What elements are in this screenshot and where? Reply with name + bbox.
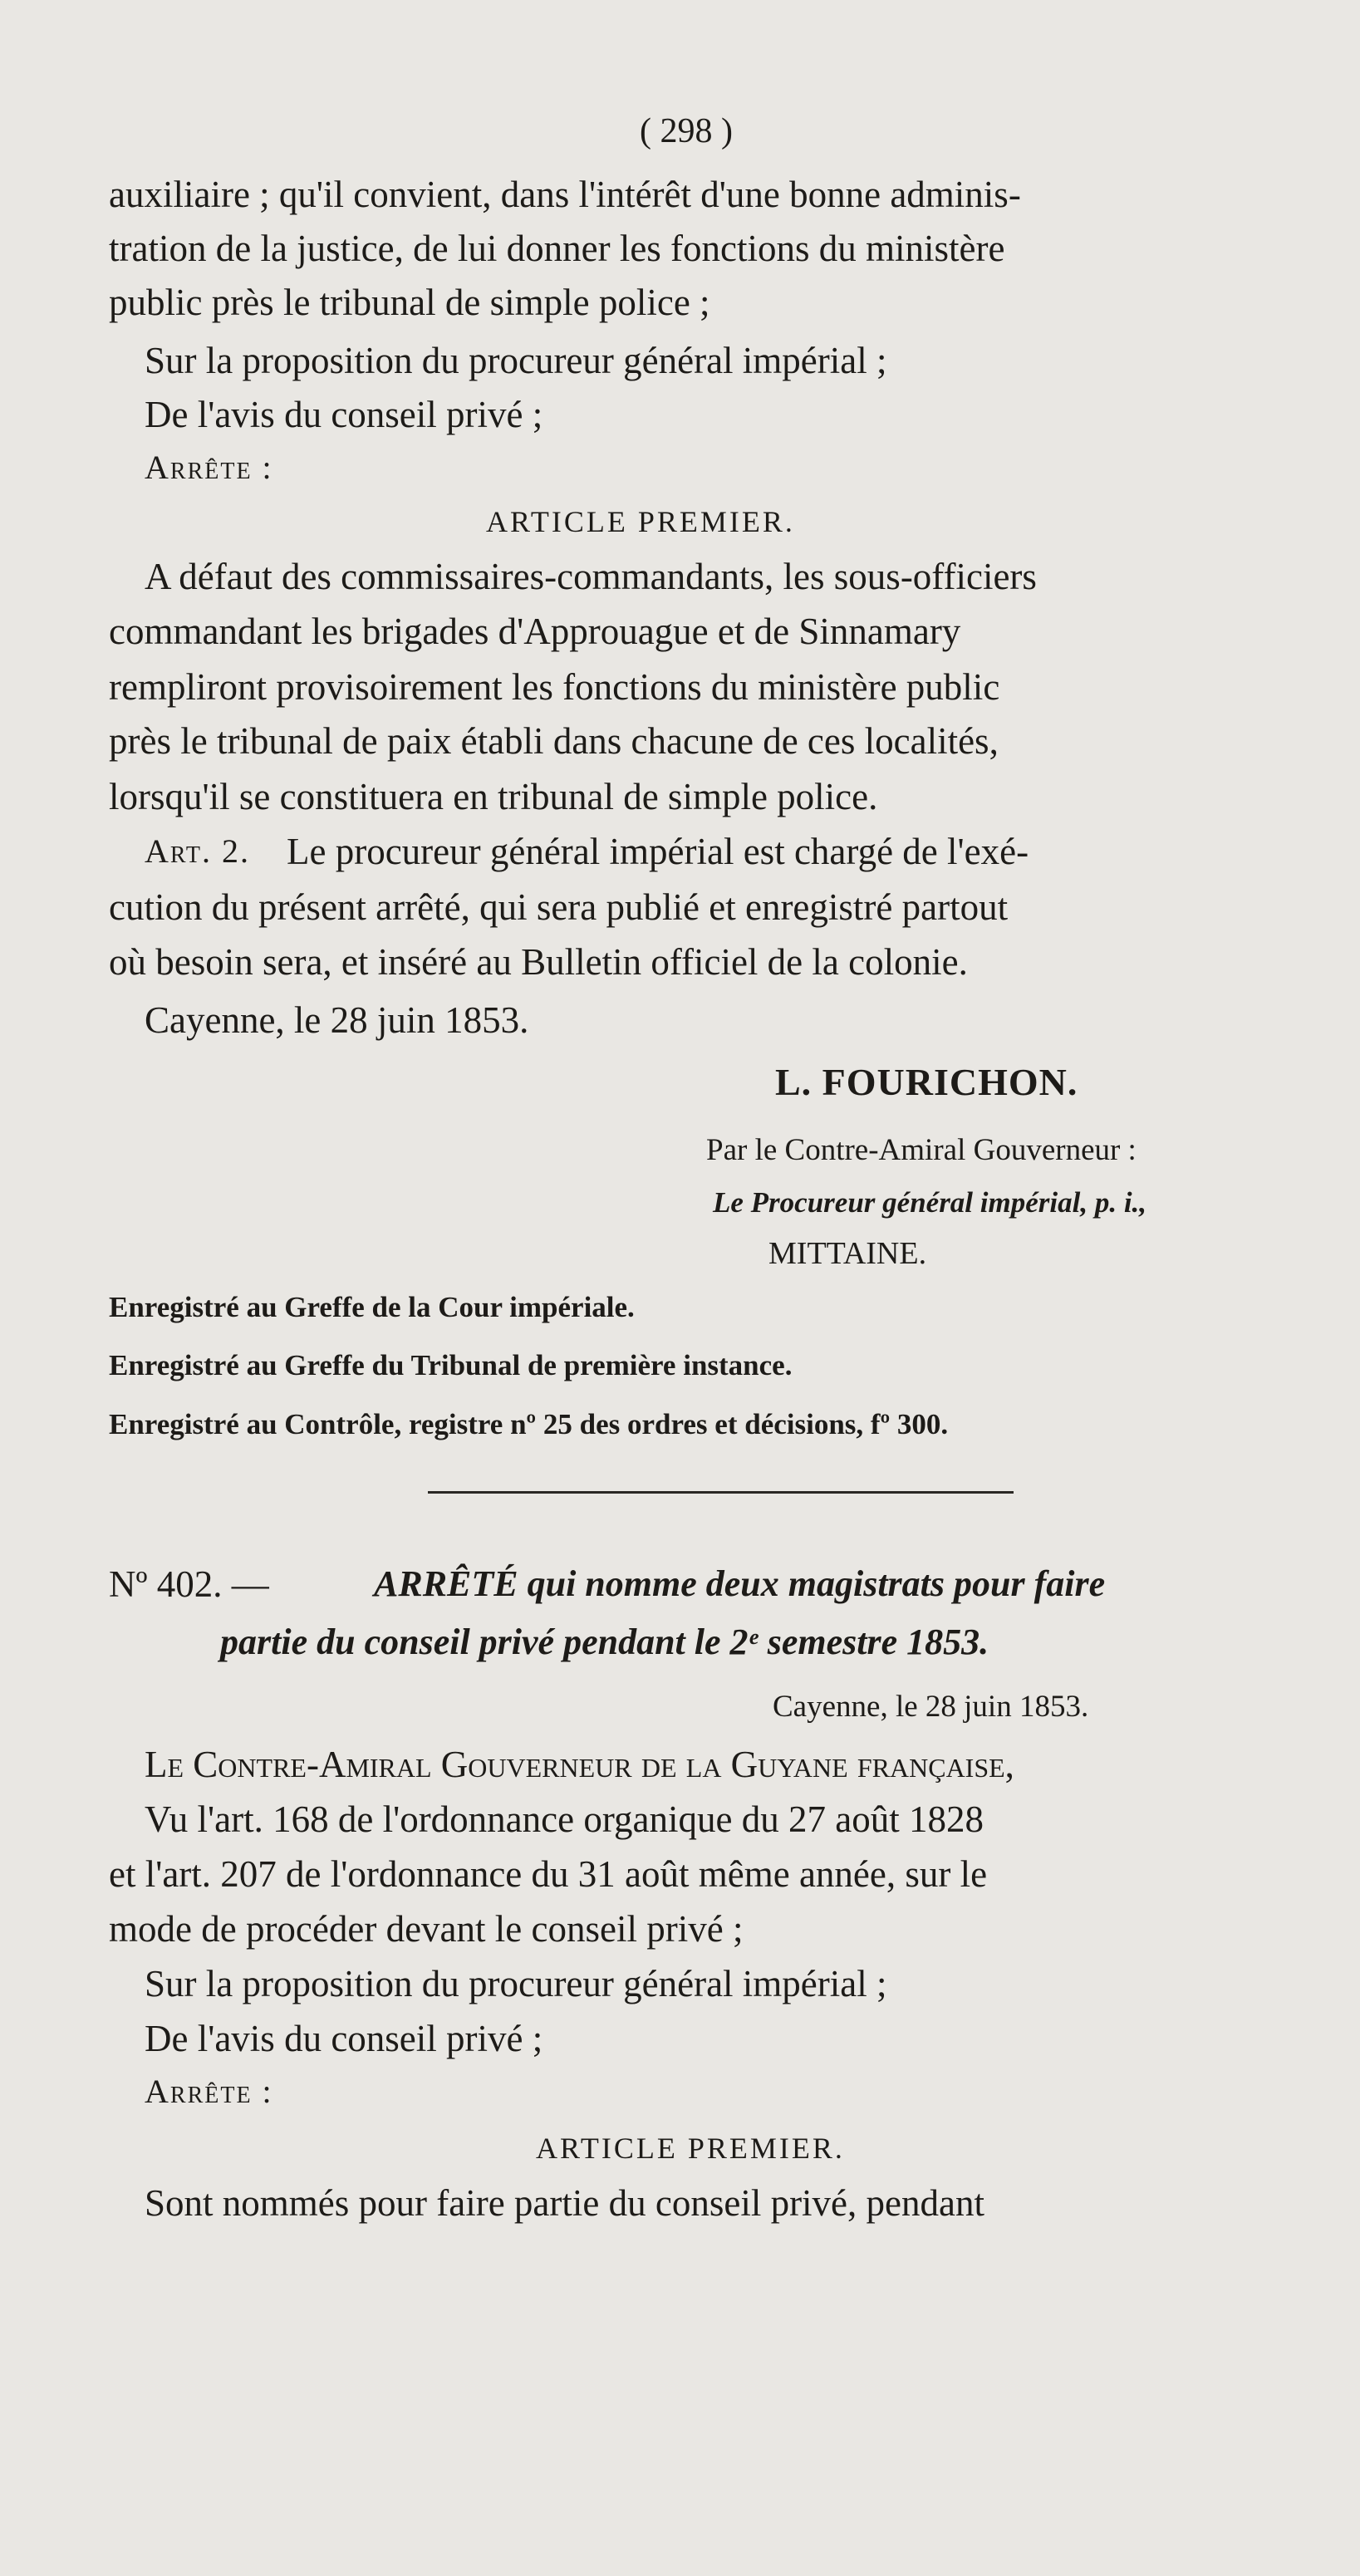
text-line: Sur la proposition du procureur général impérial ; [145, 1963, 887, 2004]
text-line: lorsqu'il se constituera en tribunal de simple police. [109, 776, 878, 817]
countersign-title: Le Procureur général impérial, p. i., [713, 1186, 1147, 1219]
registration-line: Enregistré au Contrôle, registre nº 25 des ordres et décisions, fº 300. [109, 1408, 949, 1440]
text-line: Le procureur général impérial est chargé de l'exé- [287, 831, 1029, 872]
decree-number: Nº 402. — [109, 1563, 269, 1605]
countersign-by: Par le Contre-Amiral Gouverneur : [706, 1133, 1137, 1167]
dateline: Cayenne, le 28 juin 1853. [145, 999, 529, 1041]
registration-line: Enregistré au Greffe de la Cour impériale. [109, 1291, 635, 1323]
text-line: cution du présent arrêté, qui sera publié et enregistré partout [109, 886, 1009, 928]
text-line: mode de procéder devant le conseil privé ; [109, 1908, 744, 1950]
text-line: et l'art. 207 de l'ordonnance du 31 août même année, sur le [109, 1853, 988, 1895]
text-line: De l'avis du conseil privé ; [145, 2018, 543, 2059]
text-line: rempliront provisoirement les fonctions du ministère public [109, 666, 1000, 708]
text-line: auxiliaire ; qu'il convient, dans l'intérêt d'une bonne adminis- [109, 174, 1021, 215]
text-line: près le tribunal de paix établi dans chacune de ces localités, [109, 720, 999, 762]
arrete-label: Arrête : [145, 449, 273, 486]
text-line: où besoin sera, et inséré au Bulletin officiel de la colonie. [109, 941, 968, 983]
page-number: ( 298 ) [640, 112, 733, 150]
text-line: Sont nommés pour faire partie du conseil privé, pendant [145, 2182, 984, 2224]
decree-title: ARRÊTÉ qui nomme deux magistrats pour faire [374, 1563, 1106, 1604]
article-heading: ARTICLE PREMIER. [536, 2132, 845, 2165]
decree-date: Cayenne, le 28 juin 1853. [773, 1690, 1089, 1724]
decree-title: partie du conseil privé pendant le 2ᵉ semestre 1853. [220, 1622, 989, 1662]
article-heading: ARTICLE PREMIER. [486, 505, 795, 538]
article-2-label: Art. 2. [145, 832, 250, 870]
registration-line: Enregistré au Greffe du Tribunal de première instance. [109, 1349, 793, 1381]
countersign-name: MITTAINE. [768, 1236, 927, 1271]
signature: L. FOURICHON. [775, 1061, 1078, 1103]
text-line: De l'avis du conseil privé ; [145, 394, 543, 435]
text-line: Vu l'art. 168 de l'ordonnance organique du 27 août 1828 [145, 1798, 984, 1840]
text-line: Sur la proposition du procureur général impérial ; [145, 340, 887, 381]
arrete-label: Arrête : [145, 2073, 273, 2110]
text-line: tration de la justice, de lui donner les fonctions du ministère [109, 228, 1005, 269]
text-line: public près le tribunal de simple police ; [109, 282, 710, 323]
text-line: Le Contre-Amiral Gouverneur de la Guyane française, [145, 1744, 1014, 1785]
text-line: commandant les brigades d'Approuague et de Sinnamary [109, 611, 961, 652]
section-divider [428, 1491, 1014, 1494]
text-line: A défaut des commissaires-commandants, les sous-officiers [145, 556, 1037, 597]
